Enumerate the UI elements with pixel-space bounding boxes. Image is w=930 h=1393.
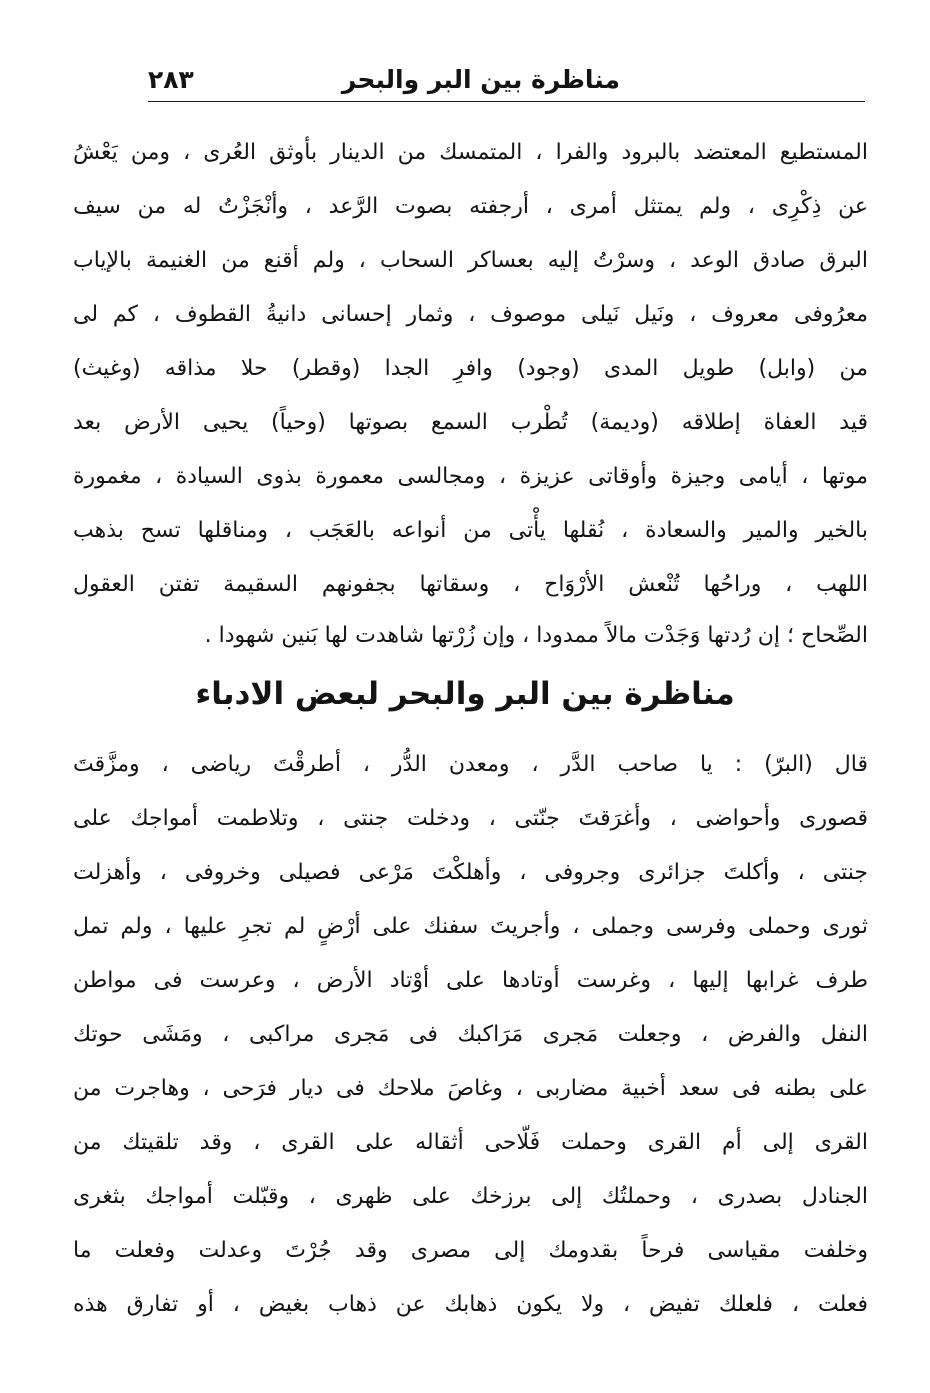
text-line: الصِّحاح ؛ إن رُدتها وَجَدْت مالاً ممدودا ، وإن زُرْتها شاهدت لها بَنين شهودا .	[204, 623, 868, 648]
text-line: قيد العفاة إطلاقه (وديمة) تُطْرب السمع بصوتها (وحياً) يحيى الأرض بعد	[73, 410, 868, 435]
text-line: معرُوفى معروف ، ونَيل نَيلى موصوف ، وثمار إحسانى دانيةُ القطوف ، كم لى	[73, 302, 868, 327]
header-rule	[148, 101, 865, 102]
text-line: موتها ، أيامى وجيزة وأوقاتى عزيزة ، ومجالسى معمورة بذوى السيادة ، مغمورة	[73, 464, 868, 489]
text-line: وخلفت مقياسى فرحاً بقدومك إلى مصرى وقد جُرْتَ وعدلت وفعلت ما	[73, 1238, 868, 1263]
text-line: طرف غرابها إليها ، وغرست أوتادها على أوْتاد الأرض ، وعرست فى مواطن	[73, 968, 868, 993]
text-line: ثورى وحملى وفرسى وجملى ، وأجريتَ سفنك على أرْضٍ لم تجرِ عليها ، ولم تمل	[73, 914, 868, 939]
running-header	[140, 58, 870, 104]
text-line: الجنادل بصدرى ، وحملتُك إلى برزخك على ظهرى ، وقبّلت أمواجك بثغرى	[73, 1184, 868, 1209]
text-line: بالخير والمير والسعادة ، نُقلها يأْتى من أنواعه بالعَجَب ، ومناقلها تسح بذهب	[73, 518, 868, 543]
text-line: البرق صادق الوعد ، وسرْتُ إليه بعساكر السحاب ، ولم أقنع من الغنيمة بالإياب	[73, 248, 868, 273]
text-line: القرى إلى أم القرى وحملت فَلّاحى أثقاله على القرى ، وقد تلقيتك من	[73, 1130, 868, 1155]
text-line: قصورى وأحواضى ، وأغرَقتَ جنّتى ، ودخلت جنتى ، وتلاطمت أمواجك على	[73, 806, 868, 831]
text-line: اللهب ، وراحُها تُنْعش الأرْوَاح ، وسقاتها بجفونهم السقيمة تفتن العقول	[73, 572, 868, 597]
text-line: المستطيع المعتضد بالبرود والفرا ، المتمسك من الدينار بأوثق العُرى ، ومن يَعْشُ	[73, 140, 868, 165]
text-line: فعلت ، فلعلك تفيض ، ولا يكون ذهابك عن ذهاب بغيض ، أو تفارق هذه	[73, 1292, 868, 1317]
text-line: النفل والفرض ، وجعلت مَجرى مَرَاكبك فى مَجرى مراكبى ، ومَشَى حوتك	[73, 1022, 868, 1047]
text-line: جنتى ، وأكلتَ جزائرى وجروفى ، وأهلكْتَ مَرْعى فصيلى وخروفى ، وأهزلت	[73, 860, 868, 885]
text-line: على بطنه فى سعد أخبية مضاربى ، وغاصَ ملاحك فى ديار فرَحى ، وهاجرت من	[73, 1076, 868, 1101]
page-number: ٢٨٣	[148, 65, 194, 94]
text-line: قال (البرّ) : يا صاحب الدَّر ، ومعدن الدُّر ، أطرقْتَ رياضى ، ومزَّقتَ	[73, 752, 868, 777]
text-line: من (وابل) طويل المدى (وجود) وافرِ الجدا (وقطر) حلا مذاقه (وغيث)	[73, 356, 868, 381]
section-heading: مناظرة بين البر والبحر لبعض الادباء	[195, 676, 735, 712]
running-title: مناظرة بين البر والبحر	[341, 65, 620, 94]
text-line: عن ذِكْرِى ، ولم يمتثل أمرى ، أرجفته بصوت الرَّعد ، وأنْجَزْتُ له من سيف	[73, 194, 868, 219]
